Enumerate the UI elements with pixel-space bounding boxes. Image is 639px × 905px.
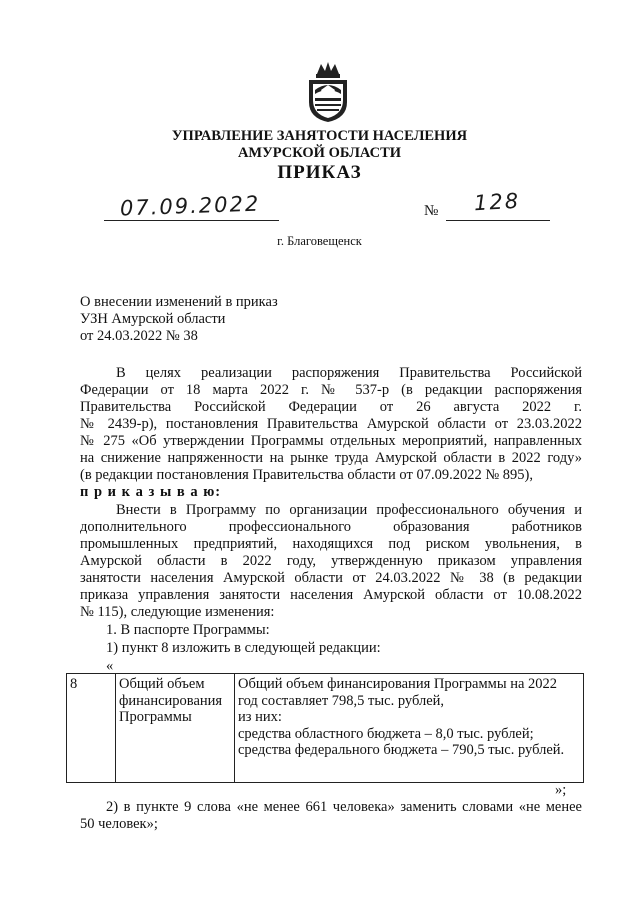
table-row [67,674,584,783]
opening-quote: « [106,658,114,674]
paragraph-2-line: Внести в Программу по организации профессионального обучения и [116,502,582,518]
table-content-line: средства областного бюджета – 8,0 тыс. рублей; [238,725,534,742]
table-cell-number: 8 [67,674,116,783]
city: г. Благовещенск [277,234,362,248]
paragraph-1-line: Федерации от 18 марта 2022 г. № 537-р (в редакции распоряжения [80,382,582,398]
item-1-subitem-1: 1) пункт 8 изложить в следующей редакции: [106,640,381,656]
table-content-line: из них: [238,709,282,725]
number-label: № [424,203,439,219]
paragraph-2-line: № 115), следующие изменения: [80,604,275,620]
paragraph-1-line: № 275 «Об утверждении Программы отдельных мероприятий, направленных [80,433,582,449]
paragraph-2-line: приказа управления занятости населения Амурской области от 10.08.2022 [80,587,582,603]
handwritten-date: 07.09.2022 [119,191,261,221]
table-content-line: Общий объем финансирования Программы на 2022 год составляет 798,5 тыс. рублей, [238,676,558,709]
subject-line-3: от 24.03.2022 № 38 [80,328,198,344]
paragraph-2-line: дополнительного профессионального образования работников [80,519,582,535]
table-cell-name: Общий объем финансирования Программы [116,674,235,783]
table-content-line: средства федерального бюджета – 790,5 тыс. рублей. [238,742,565,758]
paragraph-2-line: занятости населения Амурской области от 24.03.2022 № 38 (в редакции [80,570,582,586]
subject-line-1: О внесении изменений в приказ [80,294,278,310]
table-cell-content [235,674,584,783]
paragraph-1-line: Правительства Российской Федерации от 26 августа 2022 г. [80,399,582,415]
paragraph-1-line: В целях реализации распоряжения Правительства Российской [116,365,582,381]
organization-name-line-1: УПРАВЛЕНИЕ ЗАНЯТОСТИ НАСЕЛЕНИЯ [171,128,468,144]
passport-table [66,673,584,783]
organization-name-line-2: АМУРСКОЙ ОБЛАСТИ [237,145,402,161]
paragraph-1-line: № 2439-р), постановления Правительства Амурской области от 23.03.2022 [80,416,582,432]
paragraph-1-line: (в редакции постановления Правительства области от 07.09.2022 № 895), [80,467,533,483]
paragraph-2-line: Амурской области в 2022 году, утвержденную приказом управления [80,553,582,569]
number-underline [446,220,550,221]
amur-region-coat-of-arms-icon [303,60,353,124]
order-word: п р и к а з ы в а ю: [80,484,222,500]
item-2-line-2: 50 человек»; [80,816,158,832]
handwritten-number: 128 [473,188,521,216]
subject-line-2: УЗН Амурской области [80,311,226,327]
paragraph-1-line: на снижение напряженности на рынке труда Амурской области в 2022 году» [80,450,582,466]
closing-quote: »; [555,782,567,798]
paragraph-2-line: промышленных предприятий, находящихся под риском увольнения, в [80,536,582,552]
item-1: 1. В паспорте Программы: [106,622,270,638]
date-underline [104,220,279,221]
item-2-line-1: 2) в пункте 9 слова «не менее 661 человека» заменить словами «не менее [106,799,582,815]
document-type-title: ПРИКАЗ [277,162,362,183]
